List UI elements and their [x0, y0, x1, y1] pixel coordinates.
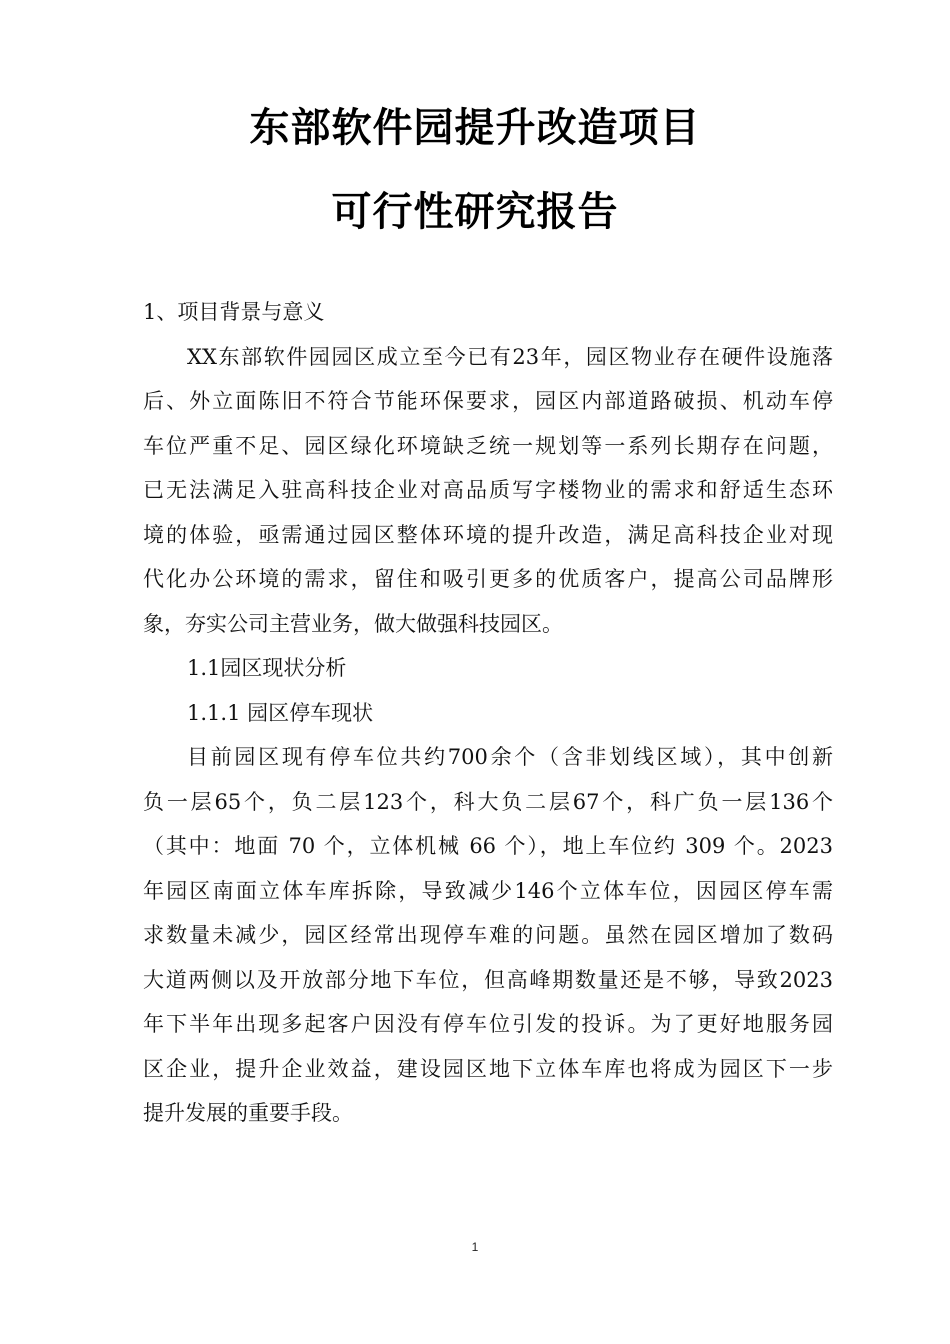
paragraph-parking-status — [143, 735, 833, 1136]
paragraph-line: 境的体验，亟需通过园区整体环境的提升改造，满足高科技企业对现 — [143, 522, 833, 547]
paragraph-line: 已无法满足入驻高科技企业对高品质写字楼物业的需求和舒适生态环 — [143, 478, 833, 502]
section-heading-1-1-1: 1.1.1 园区停车现状 — [187, 700, 374, 725]
document-body — [143, 290, 833, 1136]
paragraph-line: 求数量未减少，园区经常出现停车难的问题。虽然在园区增加了数码 — [143, 923, 833, 947]
paragraph-line: 提升发展的重要手段。 — [143, 1101, 353, 1125]
paragraph-line: 车位严重不足、园区绿化环境缺乏统一规划等一系列长期存在问题， — [143, 433, 833, 458]
title-line-2: 可行性研究报告 — [331, 189, 619, 235]
paragraph-line: （其中：地面 70 个，立体机械 66 个），地上车位约 309 个。2023 — [143, 834, 833, 858]
paragraph-line: 大道两侧以及开放部分地下车位，但高峰期数量还是不够，导致2023 — [143, 967, 833, 992]
document-title — [0, 105, 950, 235]
section-heading-1: 1、项目背景与意义 — [143, 300, 325, 324]
section-heading-1-1: 1.1园区现状分析 — [187, 656, 347, 680]
paragraph-line: 后、外立面陈旧不符合节能环保要求，园区内部道路破损、机动车停 — [143, 389, 833, 413]
title-line-1: 东部软件园提升改造项目 — [249, 105, 701, 151]
paragraph-line: 目前园区现有停车位共约700余个（含非划线区域），其中创新 — [187, 745, 833, 769]
paragraph-line: 区企业，提升企业效益，建设园区地下立体车库也将成为园区下一步 — [143, 1056, 833, 1081]
paragraph-line: 象，夯实公司主营业务，做大做强科技园区。 — [143, 611, 563, 636]
page-number: 1 — [471, 1240, 479, 1254]
paragraph-line: 年下半年出现多起客户因没有停车位引发的投诉。为了更好地服务园 — [143, 1012, 833, 1036]
paragraph-line: 代化办公环境的需求，留住和吸引更多的优质客户，提高公司品牌形 — [143, 567, 833, 591]
paragraph-line: 年园区南面立体车库拆除，导致减少146个立体车位，因园区停车需 — [143, 878, 833, 903]
paragraph-background — [143, 335, 833, 647]
paragraph-line: 负一层65个，负二层123个，科大负二层67个，科广负一层136个 — [143, 789, 833, 814]
paragraph-line: XX东部软件园园区成立至今已有23年，园区物业存在硬件设施落 — [187, 344, 833, 369]
